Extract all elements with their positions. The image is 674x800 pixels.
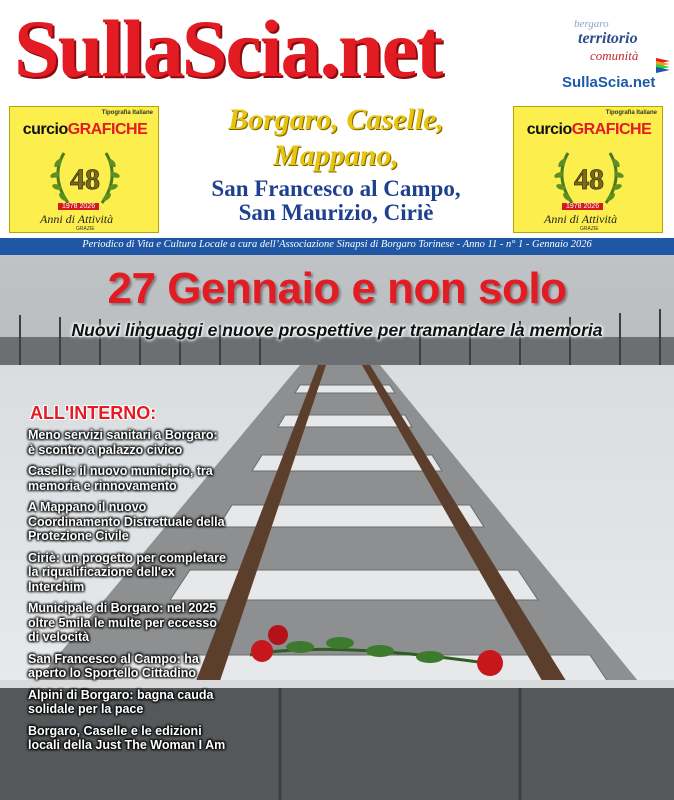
inside-item-borgaro-multe[interactable]: Municipale di Borgaro: nel 2025 oltre 5mila le multe per eccesso di velocità (28, 601, 217, 644)
ad-grazie: GRAZIE (76, 226, 95, 232)
town-line-4: San Maurizio, Ciriè (238, 200, 434, 225)
sullascia-logo[interactable] (560, 14, 670, 100)
laurel-wreath-icon (48, 145, 122, 211)
town-line-2: Mappano, (273, 139, 399, 172)
inside-item-caselle-municipio[interactable]: Caselle: il nuovo municipio, tra memoria e rinnovamento (28, 464, 213, 493)
inside-item-cirie-interchim[interactable]: Ciriè: un progetto per completare la riqualificazione dell'ex Interchim (28, 550, 226, 594)
inside-list (28, 428, 328, 760)
ad-brand-part2: GRAFICHE (571, 121, 652, 138)
ad-brand (517, 121, 661, 139)
ad-brand-part1: curcio (526, 121, 572, 138)
anniversary-number: 48 (574, 163, 604, 196)
cover-subheadline: Nuovi linguaggi e nuove prospettive per tramandare la memoria (71, 320, 603, 340)
town-line-1: Borgaro, Caselle, (228, 103, 444, 136)
rainbow-flag-icon (654, 56, 672, 74)
inside-item-san-francesco-sportello[interactable]: San Francesco al Campo: ha aperto lo Sportello Cittadino (28, 651, 199, 680)
ad-anni-text: Anni di Attività (544, 212, 618, 226)
ad-years: 1978 2026 (58, 203, 99, 210)
logo-word: comunità (590, 48, 639, 63)
ad-brand (13, 121, 157, 139)
inside-item-just-the-woman[interactable]: Borgaro, Caselle e le edizioni locali della Just The Woman I Am (28, 723, 226, 752)
cover-headline[interactable]: 27 Gennaio e non solo (107, 264, 567, 313)
ad-years: 1978 2026 (562, 203, 603, 210)
logo-site-name: SullaScia.net (562, 74, 656, 91)
ad-curcio-grafiche-right[interactable] (513, 106, 663, 233)
ad-small-text: Tipografia Italiane (101, 110, 153, 116)
ad-brand-part2: GRAFICHE (67, 121, 148, 138)
ad-small-text: Tipografia Italiane (605, 110, 657, 116)
masthead-title[interactable]: SullaScia.net (14, 3, 442, 94)
inside-item-alpini-bagna-cauda[interactable]: Alpini di Borgaro: bagna cauda solidale per la pace (28, 687, 214, 716)
info-strip-text: Periodico di Vita e Cultura Locale a cura dell’Associazione Sinapsi di Borgaro Torinese - Anno 11 - n° 1 - Gennaio 2026 (82, 239, 592, 250)
laurel-wreath-icon (552, 145, 626, 211)
info-strip (0, 238, 674, 255)
logo-word: territorio (578, 30, 638, 47)
logo-word: bergaro (574, 18, 609, 30)
logo-word-cloud (566, 16, 664, 72)
ad-brand-part1: curcio (22, 121, 68, 138)
inside-item-mappano-protezione-civile[interactable]: A Mappano il nuovo Coordinamento Distrettuale della Protezione Civile (28, 500, 225, 543)
ad-grazie: GRAZIE (580, 226, 599, 232)
ad-anni-text: Anni di Attività (40, 212, 114, 226)
inside-heading: ALL'INTERNO: (30, 403, 157, 423)
ad-curcio-grafiche-left[interactable] (9, 106, 159, 233)
inside-item-borgaro-sanita[interactable]: Meno servizi sanitari a Borgaro: è scontro a palazzo civico (28, 428, 218, 457)
town-line-3: San Francesco al Campo, (211, 176, 461, 201)
anniversary-number: 48 (70, 163, 100, 196)
